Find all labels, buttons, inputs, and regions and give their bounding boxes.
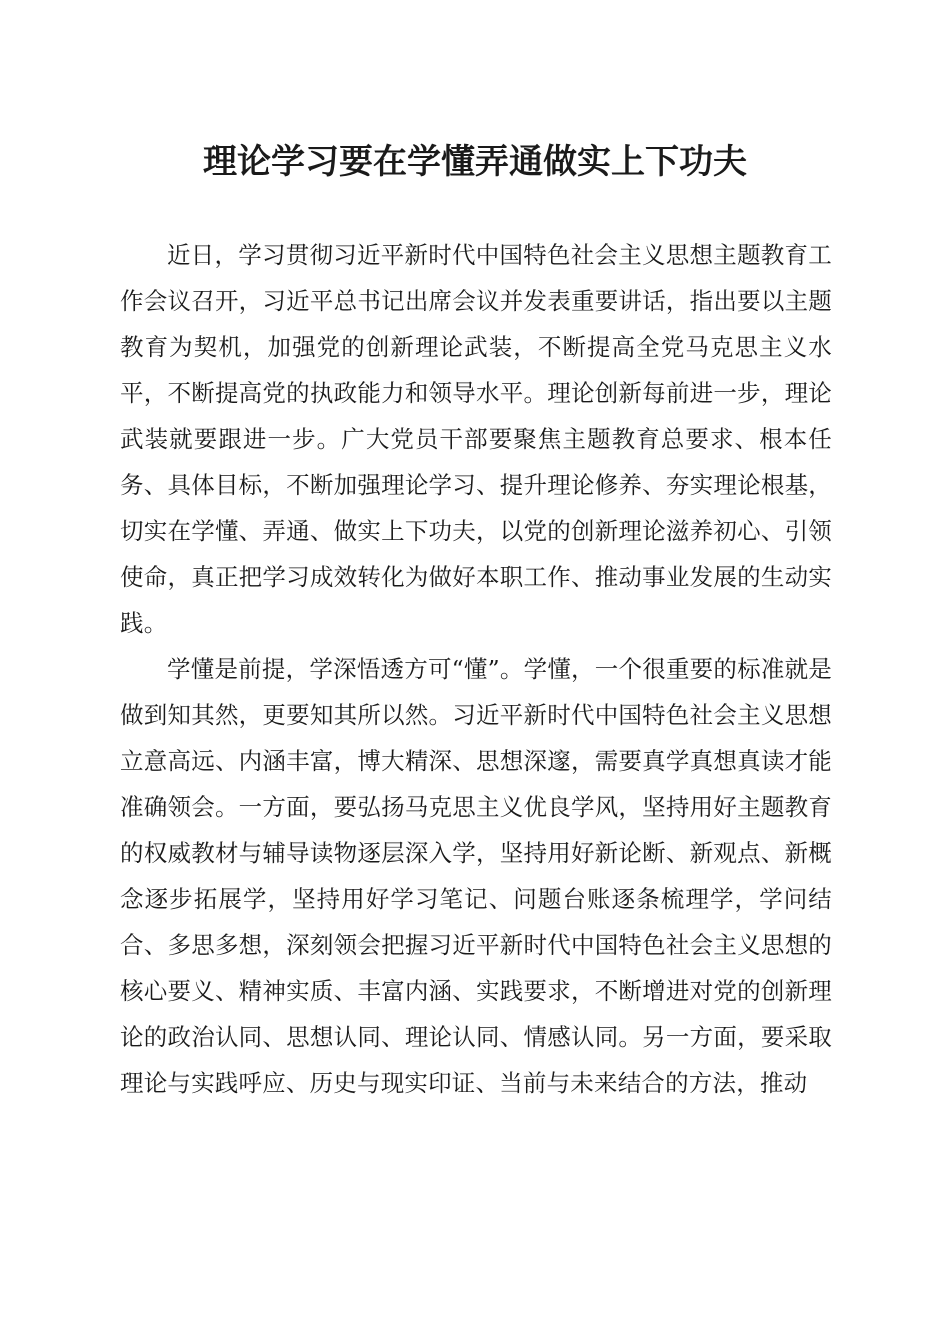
document-body <box>120 232 832 1106</box>
paragraph-xuedong: 学懂是前提，学深悟透方可“懂”。学懂，一个很重要的标准就是做到知其然，更要知其所以然。习近平新时代中国特色社会主义思想立意高远、内涵丰富，博大精深、思想深邃，需要真学真想真读才能准确领会。一方面，要弘扬马克思主义优良学风，坚持用好主题教育的权威教材与辅导读物逐层深入学，坚持用好新论断、新观点、新概念逐步拓展学，坚持用好学习笔记、问题台账逐条梳理学，学问结合、多思多想，深刻领会把握习近平新时代中国特色社会主义思想的核心要义、精神实质、丰富内涵、实践要求，不断增进对党的创新理论的政治认同、思想认同、理论认同、情感认同。另一方面，要采取理论与实践呼应、历史与现实印证、当前与未来结合的方法，推动 <box>120 655 832 1097</box>
paragraph-intro: 近日，学习贯彻习近平新时代中国特色社会主义思想主题教育工作会议召开，习近平总书记出席会议并发表重要讲话，指出要以主题教育为契机，加强党的创新理论武装，不断提高全党马克思主义水平，不断提高党的执政能力和领导水平。理论创新每前进一步，理论武装就要跟进一步。广大党员干部要聚焦主题教育总要求、根本任务、具体目标，不断加强理论学习、提升理论修养、夯实理论根基，切实在学懂、弄通、做实上下功夫，以党的创新理论滋养初心、引领使命，真正把学习成效转化为做好本职工作、推动事业发展的生动实践。 <box>120 241 832 637</box>
document-title: 理论学习要在学懂弄通做实上下功夫 <box>203 142 747 182</box>
